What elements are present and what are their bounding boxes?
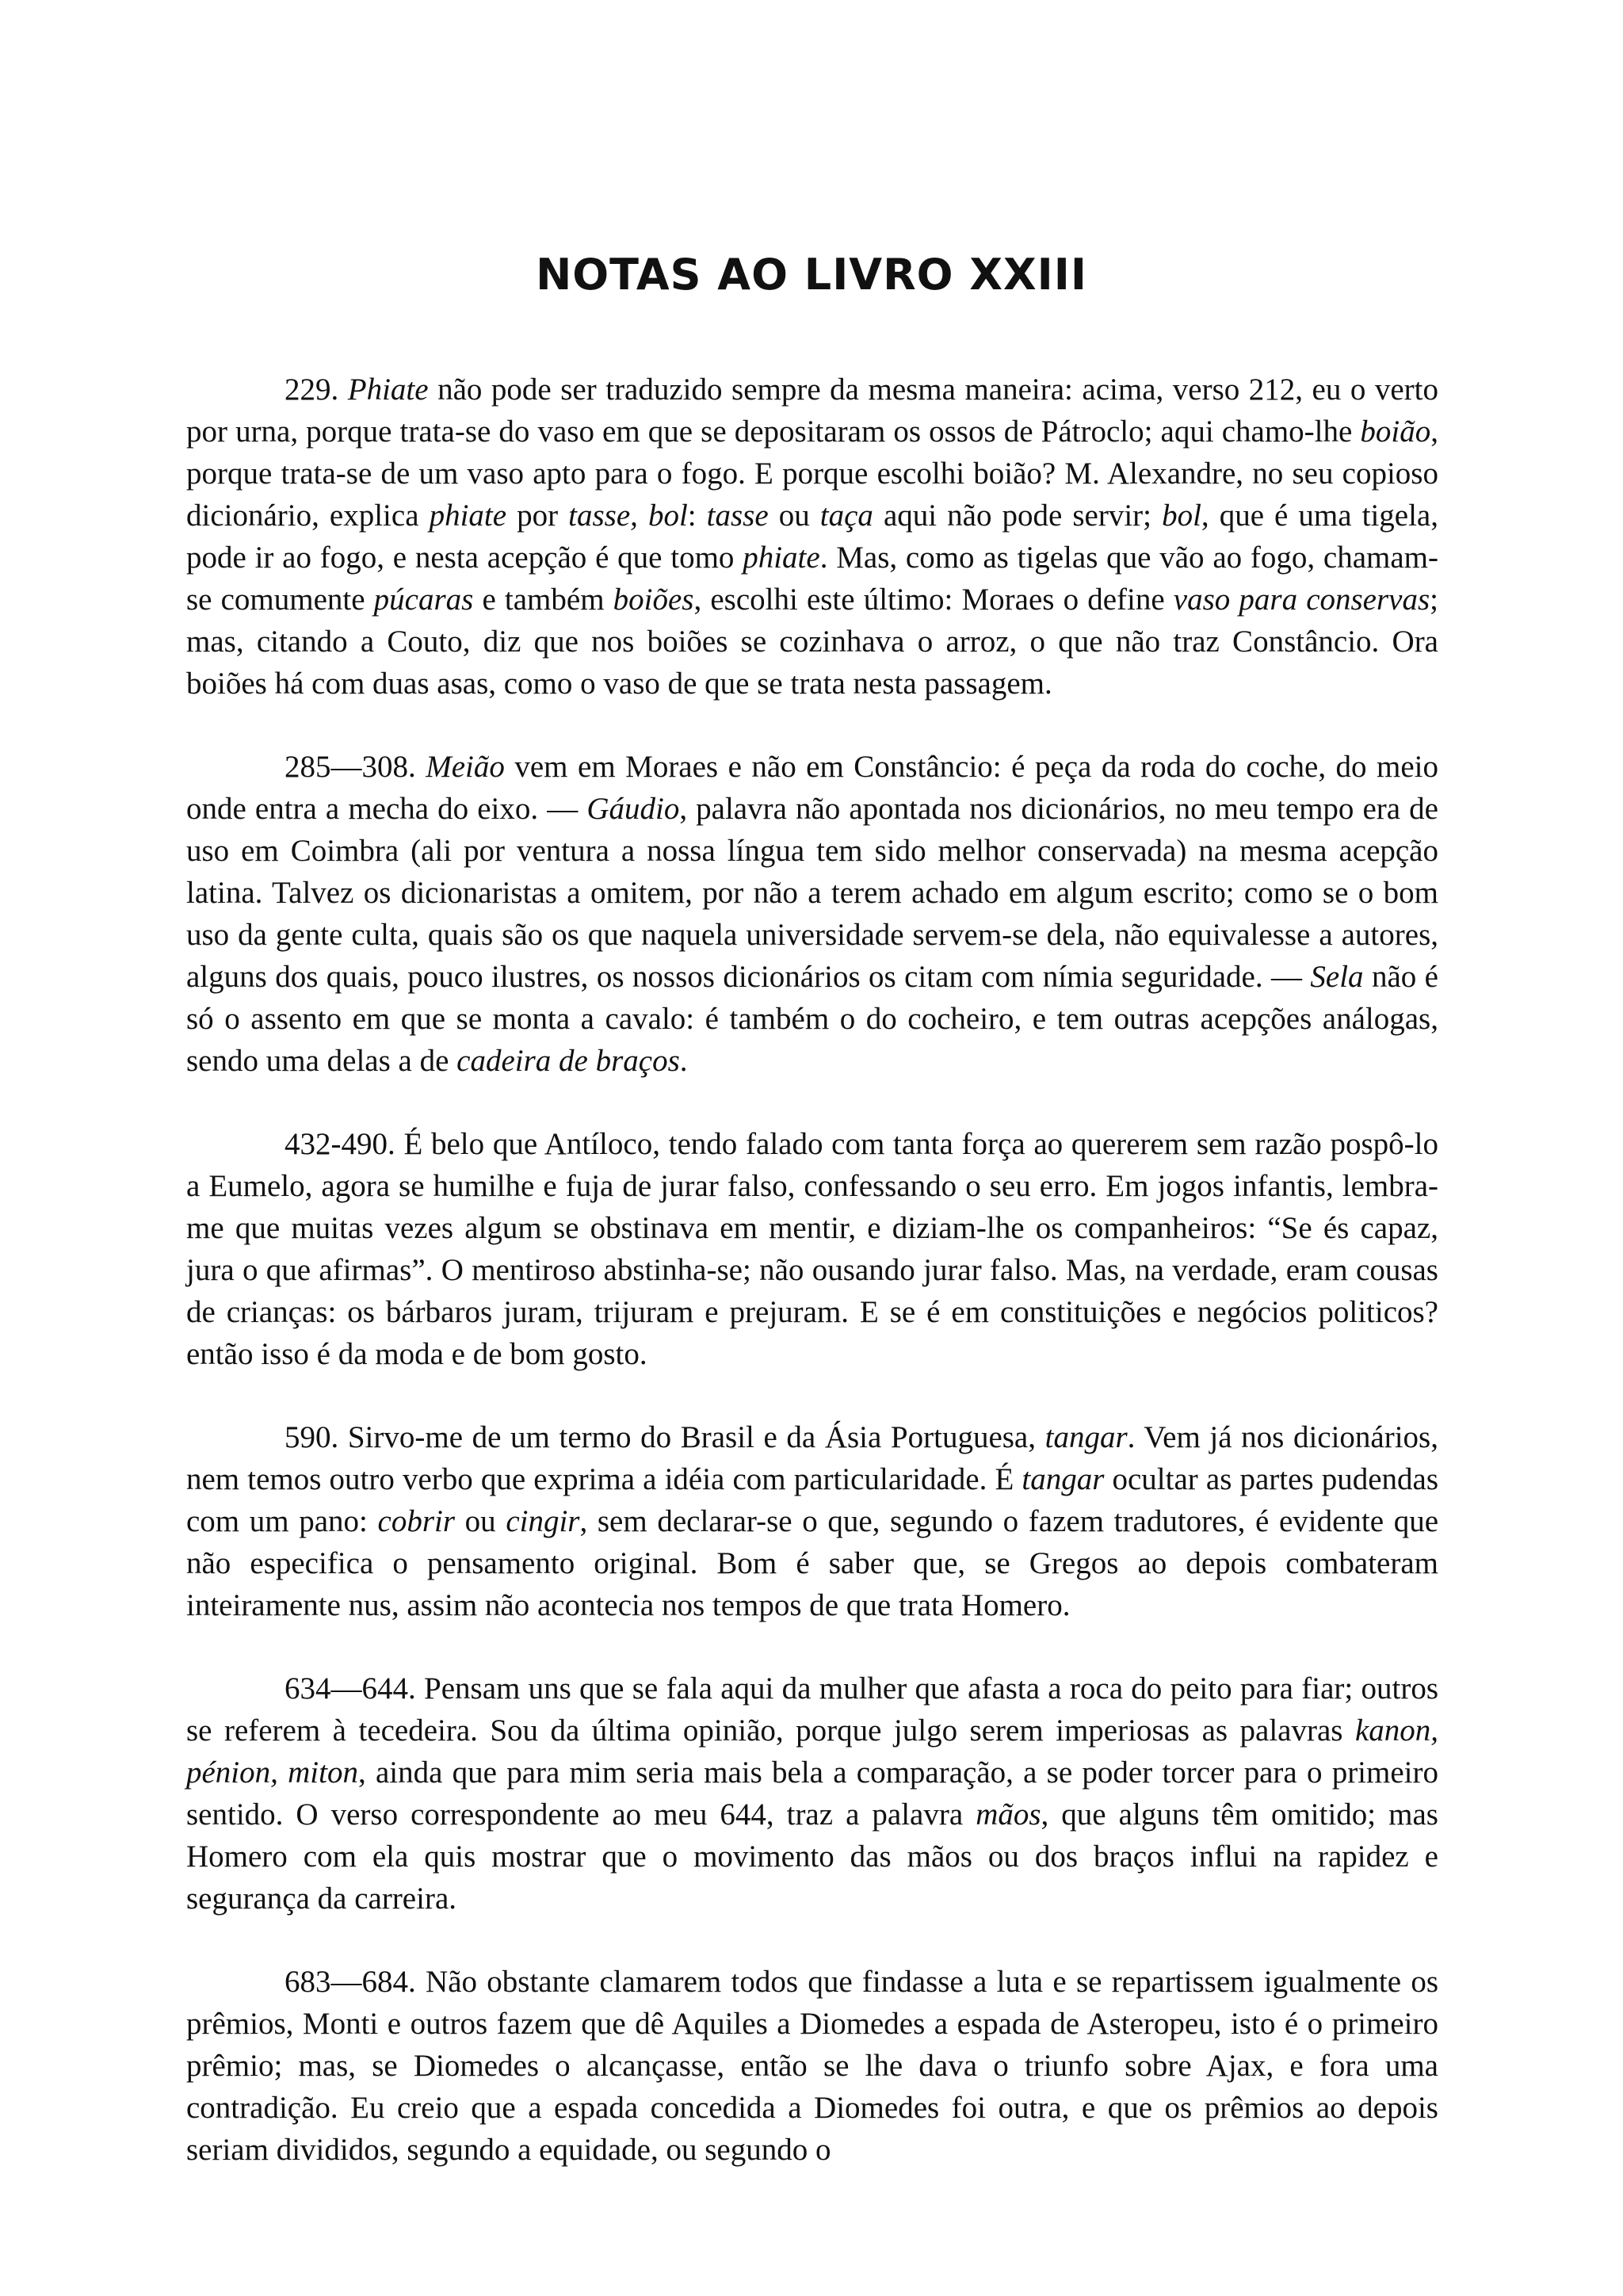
italic-term: Sela — [1310, 960, 1364, 994]
italic-term: Phiate — [347, 372, 429, 407]
italic-term: kanon, pénion, miton — [186, 1713, 1438, 1790]
italic-term: boião — [1360, 415, 1431, 449]
text-run: 683—684. Não obstante clamarem todos que findasse a luta e se repartissem igualmente os prêmios, Monti e outros fazem que dê Aquiles a Diomedes a espada de Asteropeu, isto é o primeiro prêmio; mas, se Diomedes o alcançasse, então se lhe dava o triunfo sobre Ajax, e fora uma contradição. Eu creio que a espada concedida a Diomedes foi outra, e que os prêmios ao depois seriam divididos, segundo a equidade, ou segundo o — [186, 1965, 1438, 2167]
italic-term: vaso para conservas — [1173, 583, 1430, 617]
page-title: NOTAS AO LIVRO XXIII — [536, 250, 1087, 300]
italic-term: tangar — [1044, 1420, 1128, 1454]
text-run: , que é uma tigela, pode ir ao fogo, e nesta acepção é que tomo — [186, 499, 1438, 575]
notes-body — [186, 369, 1438, 2171]
italic-term: Gáudio — [586, 792, 680, 826]
text-run: ou — [455, 1504, 506, 1538]
italic-term: taça — [819, 499, 873, 533]
text-run: 285—308. — [285, 750, 426, 784]
italic-term: cobrir — [377, 1504, 456, 1538]
text-run: e também — [473, 583, 613, 617]
italic-term: Meião — [426, 750, 505, 784]
text-run: , ainda que para mim seria mais bela a comparação, a se poder torcer para o primeiro sentido. O verso correspondente ao meu 644, traz a palavra — [186, 1755, 1438, 1832]
text-run: , porque trata-se de um vaso apto para o fogo. E porque escolhi boião? M. Alexandre, no seu copioso dicionário, explica — [186, 415, 1438, 533]
note-285-308 — [186, 746, 1438, 1082]
italic-term: mãos — [976, 1797, 1041, 1832]
text-run: não é só o assento em que se monta a cavalo: é também o do cocheiro, e tem outras acepções análogas, sendo uma delas a de — [186, 960, 1438, 1078]
italic-term: phiate — [743, 541, 820, 575]
text-run: . — [679, 1044, 688, 1078]
note-683-684 — [186, 1961, 1438, 2171]
text-run: 634—644. Pensam uns que se fala aqui da mulher que afasta a roca do peito para fiar; outros se referem à tecedeira. Sou da última opinião, porque julgo serem imperiosas as palavras — [186, 1671, 1438, 1748]
text-run: , escolhi este último: Moraes o define — [693, 583, 1174, 617]
note-432-490 — [186, 1123, 1438, 1375]
text-run: , que alguns têm omitido; mas Homero com ela quis mostrar que o movimento das mãos ou dos braços influi na rapidez e segurança da carreira. — [186, 1797, 1438, 1916]
note-634-644 — [186, 1668, 1438, 1920]
text-run: . Mas, como as tigelas que vão ao fogo, chamam-se comumente — [186, 541, 1439, 617]
text-run: 432-490. É belo que Antíloco, tendo falado com tanta força ao quererem sem razão pospô-lo a Eumelo, agora se humilhe e fuja de jurar falso, confessando o seu erro. Em jogos infantis, lembra-me que muitas vezes algum se obstinava em mentir, e diziam-lhe os companheiros: “Se és capaz, jura o que afirmas”. O mentiroso abstinha-se; não ousando jurar falso. Mas, na verdade, eram cousas de crianças: os bárbaros juram, trijuram e prejuram. E se é em constituições e negócios politicos? então isso é da moda e de bom gosto. — [186, 1127, 1438, 1371]
text-run: aqui não pode servir; — [873, 499, 1163, 533]
italic-term: tasse, bol — [568, 499, 688, 533]
text-run: . Vem já nos dicionários, nem temos outro verbo que exprima a idéia com particularidade. É — [186, 1420, 1438, 1496]
italic-term: phiate — [429, 499, 507, 533]
text-run: , palavra não apontada nos dicionários, no meu tempo era de uso em Coimbra (ali por ventura a nossa língua tem sido melhor conservada) na mesma acepção latina. Talvez os dicionaristas a omitem, por não a terem achado em algum escrito; como se o bom uso da gente culta, quais são os que naquela universidade servem-se dela, não equivalesse a autores, alguns dos quais, pouco ilustres, os nossos dicionários os citam com nímia seguridade. — — [186, 792, 1438, 994]
note-229 — [186, 369, 1438, 705]
text-run: não pode ser traduzido sempre da mesma maneira: acima, verso 212, eu o verto por urna, porque trata-se do vaso em que se depositaram os ossos de Pátroclo; aqui chamo-lhe — [186, 372, 1438, 449]
italic-term: bol — [1162, 499, 1201, 533]
italic-term: cadeira de braços — [456, 1044, 680, 1078]
italic-term: tangar — [1022, 1462, 1105, 1496]
text-run: , sem declarar-se o que, segundo o fazem tradutores, é evidente que não especifica o pensamento original. Bom é saber que, se Gregos ao depois combateram inteiramente nus, assim não acontecia nos tempos de que trata Homero. — [186, 1504, 1438, 1622]
text-run: 229. — [285, 372, 348, 407]
italic-term: tasse — [706, 499, 769, 533]
text-run: ; mas, citando a Couto, diz que nos boiões se cozinhava o arroz, o que não traz Constâncio. Ora boiões há com duas asas, como o vaso de que se trata nesta passagem. — [186, 583, 1438, 701]
italic-term: púcaras — [373, 583, 474, 617]
italic-term: cingir — [506, 1504, 580, 1538]
text-run: : — [687, 499, 707, 533]
note-590 — [186, 1416, 1438, 1626]
italic-term: boiões — [613, 583, 694, 617]
text-run: ocultar as partes pudendas com um pano: — [186, 1462, 1438, 1538]
text-run: vem em Moraes e não em Constâncio: é peça da roda do coche, do meio onde entra a mecha do eixo. — — [186, 750, 1439, 826]
text-run: por — [506, 499, 569, 533]
text-run: 590. Sirvo-me de um termo do Brasil e da Ásia Portuguesa, — [285, 1420, 1045, 1454]
text-run: ou — [768, 499, 820, 533]
